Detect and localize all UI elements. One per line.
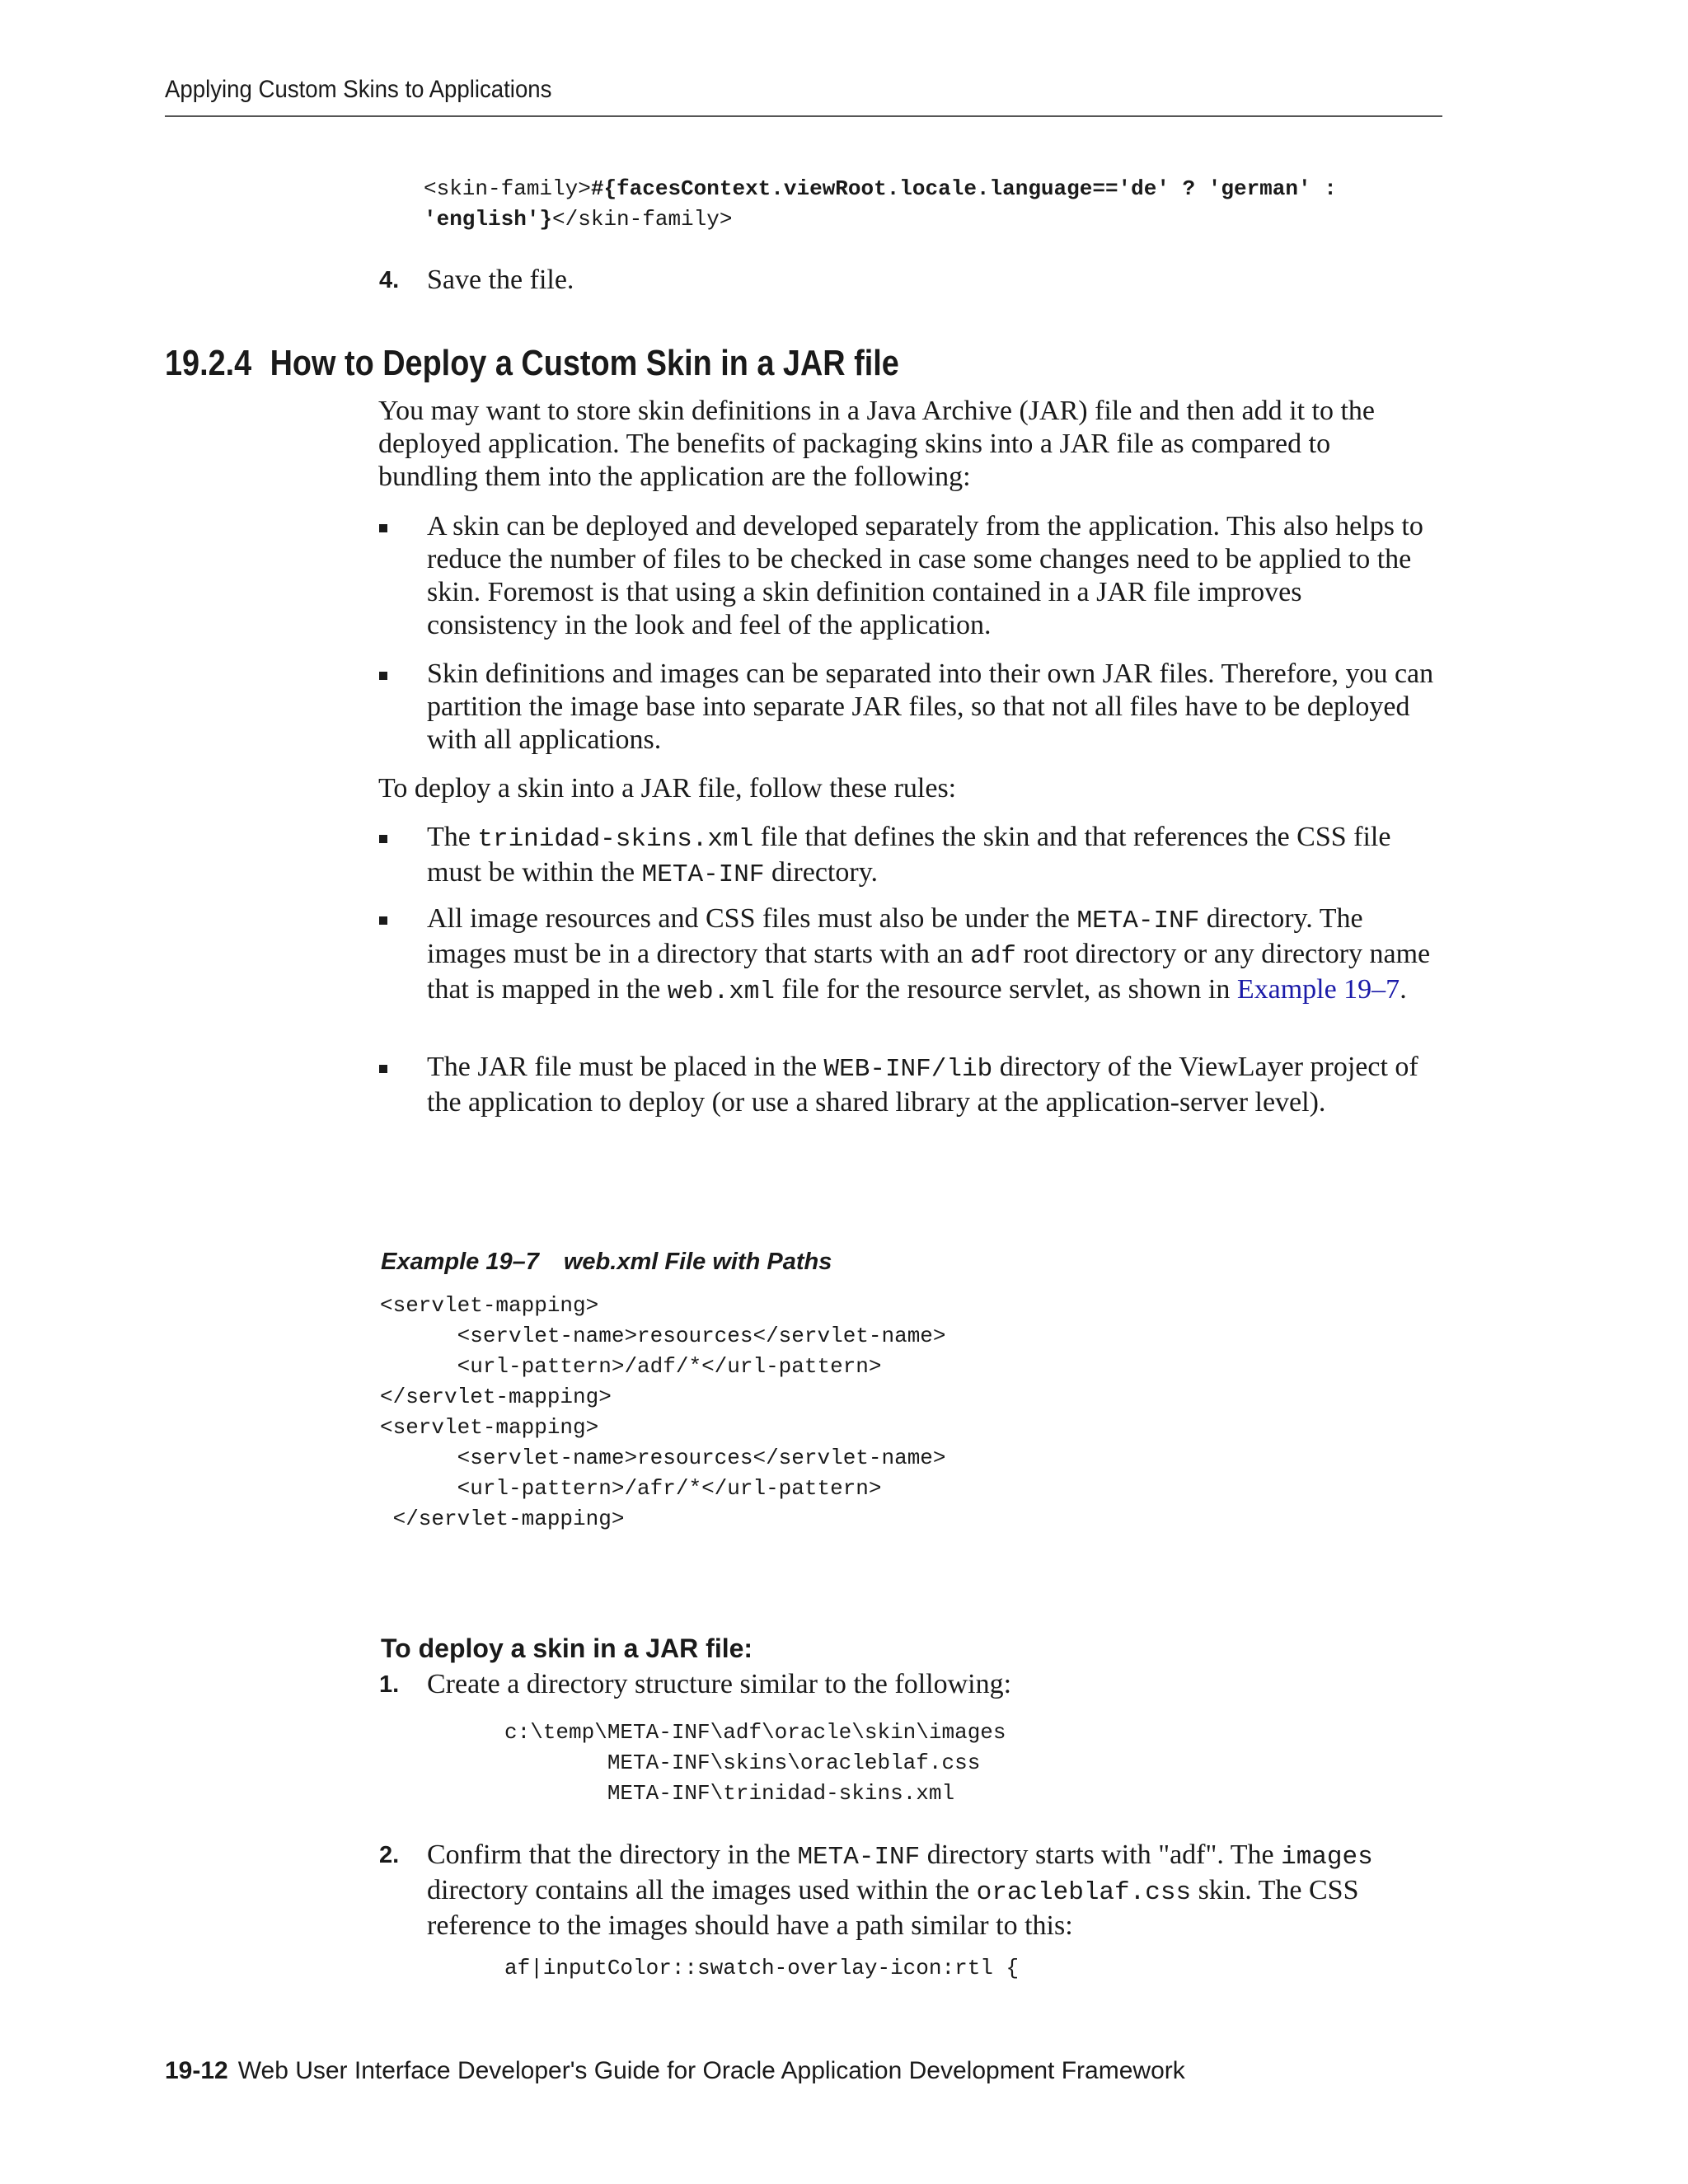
rule-text: file for the resource servlet, as shown in	[775, 974, 1237, 1005]
bullet-marker	[379, 916, 387, 925]
code-inline: META-INF	[641, 860, 765, 889]
bullet-marker	[379, 835, 387, 843]
code-inline: adf	[970, 942, 1016, 971]
code-line: META-INF\skins\oracleblaf.css	[504, 1750, 981, 1775]
bullet-marker	[379, 524, 387, 532]
step-text: directory contains all the images used within the	[427, 1875, 977, 1905]
example-caption: web.xml File with Paths	[563, 1249, 832, 1275]
code-line: META-INF\trinidad-skins.xml	[504, 1781, 955, 1806]
directory-code-block	[504, 1718, 1006, 1809]
code-inline: trinidad-skins.xml	[477, 825, 754, 854]
code-inline: web.xml	[667, 977, 776, 1006]
step-1-text: Create a directory structure similar to the following:	[427, 1669, 1012, 1699]
step-text: directory starts with "adf". The	[920, 1840, 1282, 1870]
code-expression: #{facesContext.viewRoot.locale.language=='de' ? 'german' :	[590, 176, 1337, 201]
css-reference-code: af|inputColor::swatch-overlay-icon:rtl {	[504, 1956, 1020, 1980]
rule-text: The JAR file must be placed in the	[427, 1052, 824, 1082]
skin-family-code	[424, 174, 1337, 235]
example-code-block	[380, 1291, 946, 1535]
code-line: </servlet-mapping>	[380, 1507, 625, 1531]
section-title: How to Deploy a Custom Skin in a JAR file	[270, 343, 899, 383]
code-line: <url-pattern>/afr/*</url-pattern>	[380, 1476, 882, 1501]
step-1-number: 1.	[379, 1671, 400, 1698]
code-line: <servlet-mapping>	[380, 1415, 599, 1440]
rules-intro: To deploy a skin into a JAR file, follow these rules:	[378, 773, 957, 804]
step-text: skin. The CSS reference to the images should have a path similar to this:	[427, 1875, 1359, 1941]
bullet-marker	[379, 672, 387, 680]
rule-text: directory. The images must be in a directory that starts with an	[427, 903, 1363, 969]
rule-item	[427, 821, 1437, 892]
step-2-text	[427, 1839, 1437, 1943]
rule-text: .	[1400, 974, 1407, 1005]
step-text: Confirm that the directory in the	[427, 1840, 798, 1870]
rule-item	[427, 902, 1437, 1009]
example-link[interactable]: Example 19–7	[1236, 974, 1400, 1005]
code-line: <servlet-name>resources</servlet-name>	[380, 1324, 946, 1348]
rule-item	[427, 1051, 1437, 1119]
rule-text: The	[427, 822, 478, 852]
rule-text: root directory or any directory name that is mapped in the	[427, 939, 1431, 1005]
code-line: <url-pattern>/adf/*</url-pattern>	[380, 1354, 882, 1379]
rule-text: directory of the ViewLayer project of the application to deploy (or use a shared library at the application-server level).	[427, 1052, 1418, 1118]
benefit-item: A skin can be deployed and developed separately from the application. This also helps to reduce the number of files to be checked in case some changes need to be applied to the skin. Foremost is that using a skin definition contained in a JAR file improves consistency in the look and feel of the application.	[427, 511, 1423, 640]
section-number: 19.2.4	[165, 343, 252, 383]
running-header: Applying Custom Skins to Applications	[165, 76, 552, 103]
code-line: <servlet-name>resources</servlet-name>	[380, 1446, 946, 1470]
bullet-marker	[379, 1065, 387, 1073]
code-line: c:\temp\META-INF\adf\oracle\skin\images	[504, 1720, 1006, 1745]
code-inline: images	[1281, 1843, 1373, 1872]
code-tag-close: </skin-family>	[552, 207, 733, 232]
page-footer	[165, 2057, 1185, 2085]
code-expression-end: 'english'}	[424, 207, 553, 232]
code-inline: META-INF	[1076, 907, 1200, 935]
rule-text: file that defines the skin and that references the CSS file must be within the	[427, 822, 1391, 888]
rule-text: All image resources and CSS files must also be under the	[427, 903, 1077, 934]
rule-text: directory.	[764, 857, 878, 888]
code-inline: WEB-INF/lib	[823, 1055, 993, 1084]
procedure-heading: To deploy a skin in a JAR file:	[381, 1633, 753, 1663]
step-4-number: 4.	[379, 267, 400, 293]
step-2-number: 2.	[379, 1842, 400, 1868]
code-inline: META-INF	[797, 1843, 921, 1872]
code-line: </servlet-mapping>	[380, 1385, 612, 1409]
intro-paragraph: You may want to store skin definitions in a Java Archive (JAR) file and then add it to the deployed application. The benefits of packaging skins into a JAR file as compared to bundling them into the application are the following:	[378, 396, 1376, 492]
header-rule	[165, 115, 1442, 117]
code-tag-open: <skin-family>	[424, 176, 591, 201]
section-heading	[165, 343, 899, 384]
example-title	[381, 1249, 832, 1276]
example-number: Example 19–7	[381, 1249, 539, 1275]
step-4-text: Save the file.	[427, 265, 574, 295]
code-line: <servlet-mapping>	[380, 1293, 599, 1318]
book-title: Web User Interface Developer's Guide for Oracle Application Development Framework	[237, 2057, 1185, 2084]
benefit-item: Skin definitions and images can be separated into their own JAR files. Therefore, you can partition the image base into separate JAR files, so that not all files have to be deployed with all applications.	[427, 658, 1434, 755]
page-number: 19-12	[165, 2057, 228, 2084]
code-inline: oracleblaf.css	[976, 1878, 1192, 1907]
